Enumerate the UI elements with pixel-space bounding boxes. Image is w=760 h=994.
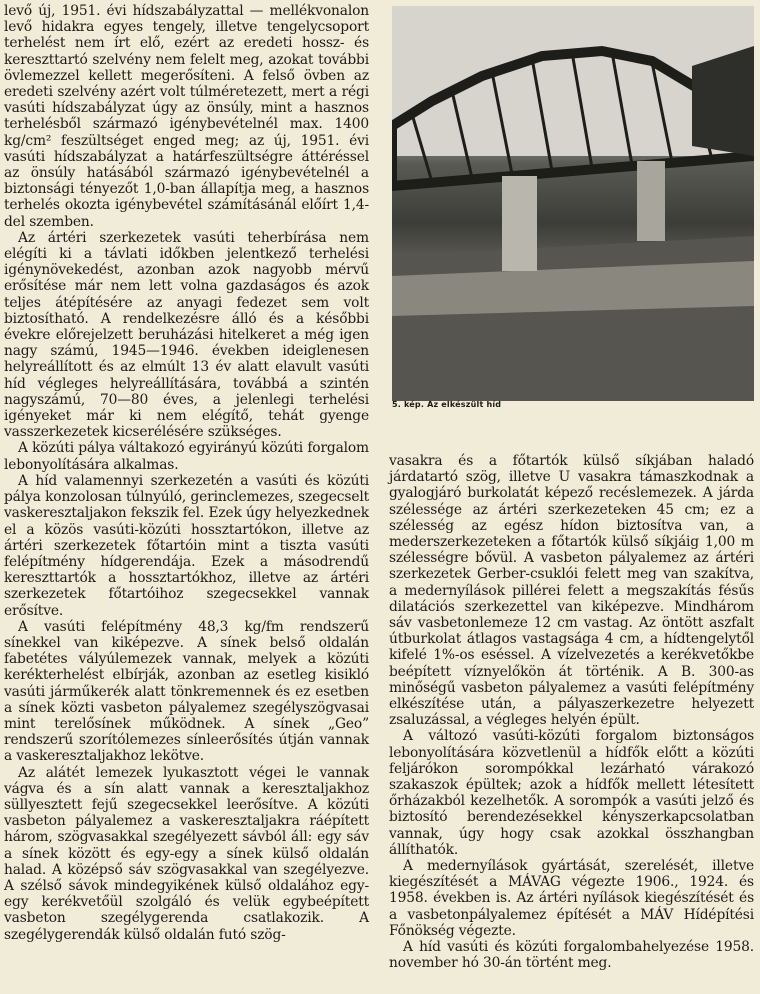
paragraph-rail-superstructure: A vasúti felépítmény 48,3 kg/fm rendszerű sínekkel van kiképezve. A sínek belső oldalán fabetétes vályúlemezek vannak, melyek a közúti kerékterhelést elbírják, azonban az esetleg kisiklό vasúti járműkerék alatt tönkremennek és ez esetben a sínek közti vasbeton pályalemez szegélyszögvasai mint terelősínek működnek. A sínek „Geo” rendszerű szorítólemezes sínleerősítés útján vannak a vaskeresztaljakhoz lekötve. — [4, 618, 369, 765]
figure-caption: 5. kép. Az elkészült híd — [392, 400, 502, 409]
bridge-photo — [392, 6, 754, 401]
paragraph-walkway: vasakra és a főtartók külső síkjában haladó járdatartó szög, illetve U vasakra támaszkodnak a gyalogjáró burkolatát képező recéslemezek. A járda szélessége az ártéri szerkezeteken 45 cm; ez a szélesség az egész hídon biztosítva van, a mederszerkezeteken a főtartók külső síkjáig 1,00 m szélességre bővül. A vasbeton pályalemez az ártéri szerkezetek Gerber-csuklói felett meg van szakítva, a medernyílások pillérei felett a megszakítás fésűs dilatációs szerkezettel van kiképezve. Mindhárom sáv vasbetonlemeze 12 cm vastag. Az öntött aszfalt útburkolat átlagos vastagsága 4 cm, a hídtengelytől kifelé 1%-os eséssel. A vízelvezetés a kerékvetőkbe beépített víznyelőkön át történik. A B. 300-as minőségű vasbeton pályalemez a vasúti felépítmény elkészítése után, a pályaszerkezetre helyezett zsaluzással, a végleges helyén épült. — [389, 453, 754, 729]
left-text-column — [4, 3, 369, 943]
right-text-column — [389, 453, 754, 972]
paragraph-road-traffic: A közúti pálya váltakozó egyirányú közúti forgalom lebonyolítására alkalmas. — [4, 440, 369, 473]
paragraph-manufacturing: A medernyílások gyártását, szerelését, illetve kiegészítését a MÁVAG végezte 1906., 1924. és 1958. években is. Az ártéri nyílások kiegészítését és a vasbetonpályalemez építését a MÁV Hídépítési Főnökség végezte. — [389, 858, 754, 939]
paragraph-floodplain-capacity: Az ártéri szerkezetek vasúti teherbírása nem elégíti ki a távlati időkben jelentkező terhelési igénynövekedést, azonban azok nagyobb mérvű erősítése már nem lett volna gazdaságos és azok teljes átépítésére az anyagi fedezet sem volt biztosítható. A rendelkezésre álló és a későbbi évekre előrejelzett beruházási hitelkeret a még igen nagy számú, 1945—1946. években ideiglenesen helyreállított és az elmúlt 13 év alatt elavult vasúti híd végleges helyreállítására, továbbá a szintén nagyszámú, 70—80 éves, a jelenlegi terhelési igényeket már ki nem elégítő, tehát gyenge vasszerkezetek kicserélésére szükséges. — [4, 229, 369, 441]
paragraph-opening-date: A híd vasúti és közúti forgalombahelyezése 1958. november hó 30-án történt meg. — [389, 939, 754, 972]
paragraph-load-rules: levő új, 1951. évi hídszabályzattal — mellékvonalon levő hidakra egyes tengely, illetve tengelycsoport terhelést nem írt elő, ezért az eredeti hossz- és kereszttartó szelvény nem felelt meg, azokat további övlemezzel kellett megerősíteni. A felső övben az eredeti szelvény azért volt túlméretezett, mert a régi vasúti hídszabályzat úgy az önsúly, mint a hasznos terhelésből származó igénybevételnél max. 1400 kg/cm² feszültséget enged meg; az új, 1951. évi vasúti hídszabályzat a határfeszültségre áttéréssel az önsúly hatásából származó igénybevételnél a biztonsági tényezőt 1,0-ban állapítja meg, a hasznos terhelés okozta igénybevétel számításánál előírt 1,4-del szemben. — [4, 3, 369, 230]
paragraph-base-plates: Az alátét lemezek lyukasztott végei le vannak vágva és a sín alatt vannak a keresztaljakhoz süllyesztett fejű szegecsekkel leerősítve. A közúti vasbeton pályalemez a vaskeresztaljakra ráépített három, szögvasakkal szegélyezett sávból áll: egy sáv a sínek között és egy-egy a sínek külső oldalán halad. A középső sáv szögvasakkal van szegélyezve. A szélső sávok mindegyikének külső oldalához egy-egy kerékvetőül szolgáló és velük egybeépített vasbeton szegélygerenda csatlakozik. A szegélygerendák külső oldalán futó szög- — [4, 764, 369, 943]
paragraph-cross-ties: A híd valamennyi szerkezetén a vasúti és közúti pálya konzolosan túlnyúló, gerinclemezes, szegecselt vaskeresztaljakon fekszik fel. Ezek úgy helyezkednek el a közös vasúti-közúti hossztartókon, illetve az ártéri szerkezetek főtartóin mint a tiszta vasúti felépítmény hídgerendája. Ezek a másodrendű kereszttartók a hossztartókhoz, illetve az ártéri szerkezetek főtartóihoz szegecsekkel vannak erősítve. — [4, 472, 369, 619]
paragraph-traffic-safety: A változó vasúti-közúti forgalom biztonságos lebonyolítására közvetlenül a hídfők előtt a közúti feljárókon sorompókkal lezárható várakozó szakaszok épültek; azok a hídfők mellett létesített őrházakból kezelhetők. A sorompók a vasúti jelző és biztosító berendezésekkel kényszerkapcsolatban vannak, úgy hogy csak azokkal összhangban állíthatók. — [389, 728, 754, 858]
